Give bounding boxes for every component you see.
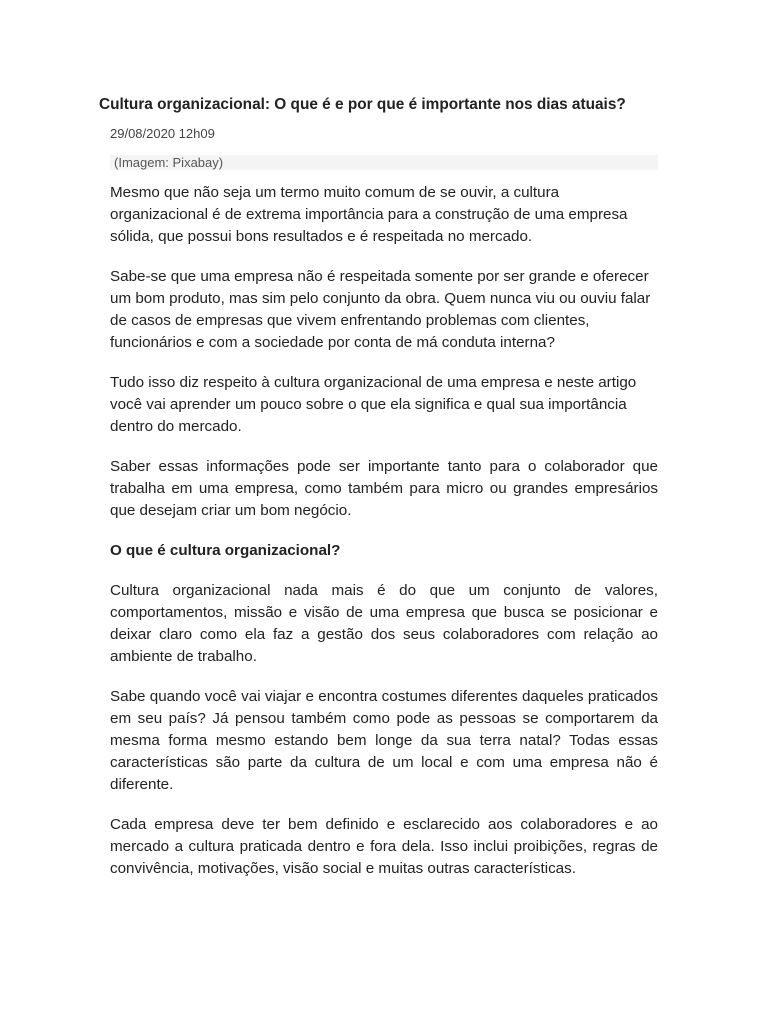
paragraph-company-culture: Cada empresa deve ter bem definido e esclarecido aos colaboradores e ao mercado a cultura praticada dentro e fora dela. Isso inclui proibições, regras de convivência, motivações, visão social e muitas outras características.	[110, 816, 658, 877]
paragraph-intro: Mesmo que não seja um termo muito comum de se ouvir, a cultura organizacional é de extrema importância para a construção de uma empresa sólida, que possui bons resultados e é respeitada no mercado.	[110, 184, 628, 245]
paragraph-definition: Cultura organizacional nada mais é do que um conjunto de valores, comportamentos, missão e visão de uma empresa que busca se posicionar e deixar claro como ela faz a gestão dos seus colaboradores com relação ao ambiente de trabalho.	[110, 582, 658, 665]
article-date: 29/08/2020 12h09	[110, 126, 215, 141]
section-heading: O que é cultura organizacional?	[110, 542, 341, 559]
paragraph-article-scope: Tudo isso diz respeito à cultura organizacional de uma empresa e neste artigo você vai aprender um pouco sobre o que ela significa e qual sua importância dentro do mercado.	[110, 374, 637, 435]
article-title: Cultura organizacional: O que é e por que é importante nos dias atuais?	[99, 96, 626, 113]
article-body	[110, 182, 658, 898]
paragraph-travel-analogy: Sabe quando você vai viajar e encontra costumes diferentes daqueles praticados em seu país? Já pensou também como pode as pessoas se comportarem da mesma forma mesmo estando bem longe da sua terra natal? Todas essas características são parte da cultura de um local e com uma empresa não é diferente.	[110, 688, 658, 793]
paragraph-audience: Saber essas informações pode ser importante tanto para o colaborador que trabalha em uma empresa, como também para micro ou grandes empresários que desejam criar um bom negócio.	[110, 458, 658, 519]
image-caption: (Imagem: Pixabay)	[110, 155, 658, 170]
paragraph-reputation: Sabe-se que uma empresa não é respeitada somente por ser grande e oferecer um bom produto, mas sim pelo conjunto da obra. Quem nunca viu ou ouviu falar de casos de empresas que vivem enfrentando problemas com clientes, funcionários e com a sociedade por conta de má conduta interna?	[110, 268, 651, 351]
